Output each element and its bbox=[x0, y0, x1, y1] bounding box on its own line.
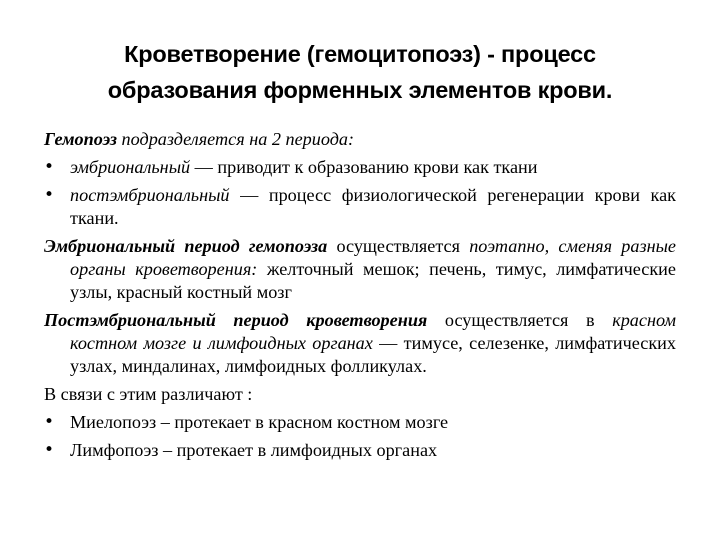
distinguish-line: В связи с этим различают : bbox=[44, 384, 253, 404]
intro-paragraph bbox=[44, 128, 676, 151]
bullet-icon: • bbox=[44, 412, 55, 432]
type-text: Миелопоэз – протекает в красном костном мозге bbox=[70, 412, 449, 432]
period-term: постэмбриональный bbox=[70, 185, 230, 205]
embryonic-heading: Эмбриональный период гемопоэза bbox=[44, 236, 328, 256]
slide-title bbox=[40, 36, 680, 108]
type-text: Лимфопоэз – протекает в лимфоидных органах bbox=[70, 440, 438, 460]
slide-title-line-1: Кроветворение (гемоцитопоэз) - процесс bbox=[124, 41, 596, 67]
bullet-icon: • bbox=[44, 185, 55, 205]
list-item-lymphopoiesis bbox=[44, 439, 676, 462]
bullet-icon: • bbox=[44, 440, 55, 460]
period-term: эмбриональный bbox=[70, 157, 191, 177]
list-item-postembryonic bbox=[44, 184, 676, 230]
intro-term: Гемопоэз bbox=[44, 129, 117, 149]
postembryonic-text-2: — тимусе, селезенке, лимфатических узлах, миндалинах, лимфоидных фолликулах. bbox=[70, 333, 676, 376]
period-text: — приводит к образованию крови как ткани bbox=[190, 157, 538, 177]
list-item-myelopoiesis bbox=[44, 411, 676, 434]
postembryonic-italic: красном костном мозге и лимфоидных органах bbox=[70, 310, 676, 353]
list-item-embryonic bbox=[44, 156, 676, 179]
slide-title-line-2: образования форменных элементов крови. bbox=[107, 77, 613, 103]
intro-text: подразделяется на 2 периода: bbox=[117, 129, 355, 149]
embryonic-text-2: желточный мешок; печень, тимус, лимфатические узлы, красный костный мозг bbox=[70, 259, 676, 302]
embryonic-text-1: осуществляется bbox=[327, 236, 470, 256]
period-text: — процесс физиологической регенерации крови как ткани. bbox=[70, 185, 676, 228]
bullet-icon: • bbox=[44, 157, 55, 177]
postembryonic-heading: Постэмбриональный период кроветворения bbox=[44, 310, 428, 330]
embryonic-italic: поэтапно, сменяя разные органы кроветворения: bbox=[70, 236, 676, 279]
embryonic-paragraph bbox=[44, 235, 676, 304]
postembryonic-text-1: осуществляется в bbox=[427, 310, 613, 330]
postembryonic-paragraph bbox=[44, 309, 676, 378]
slide-body bbox=[44, 128, 676, 467]
